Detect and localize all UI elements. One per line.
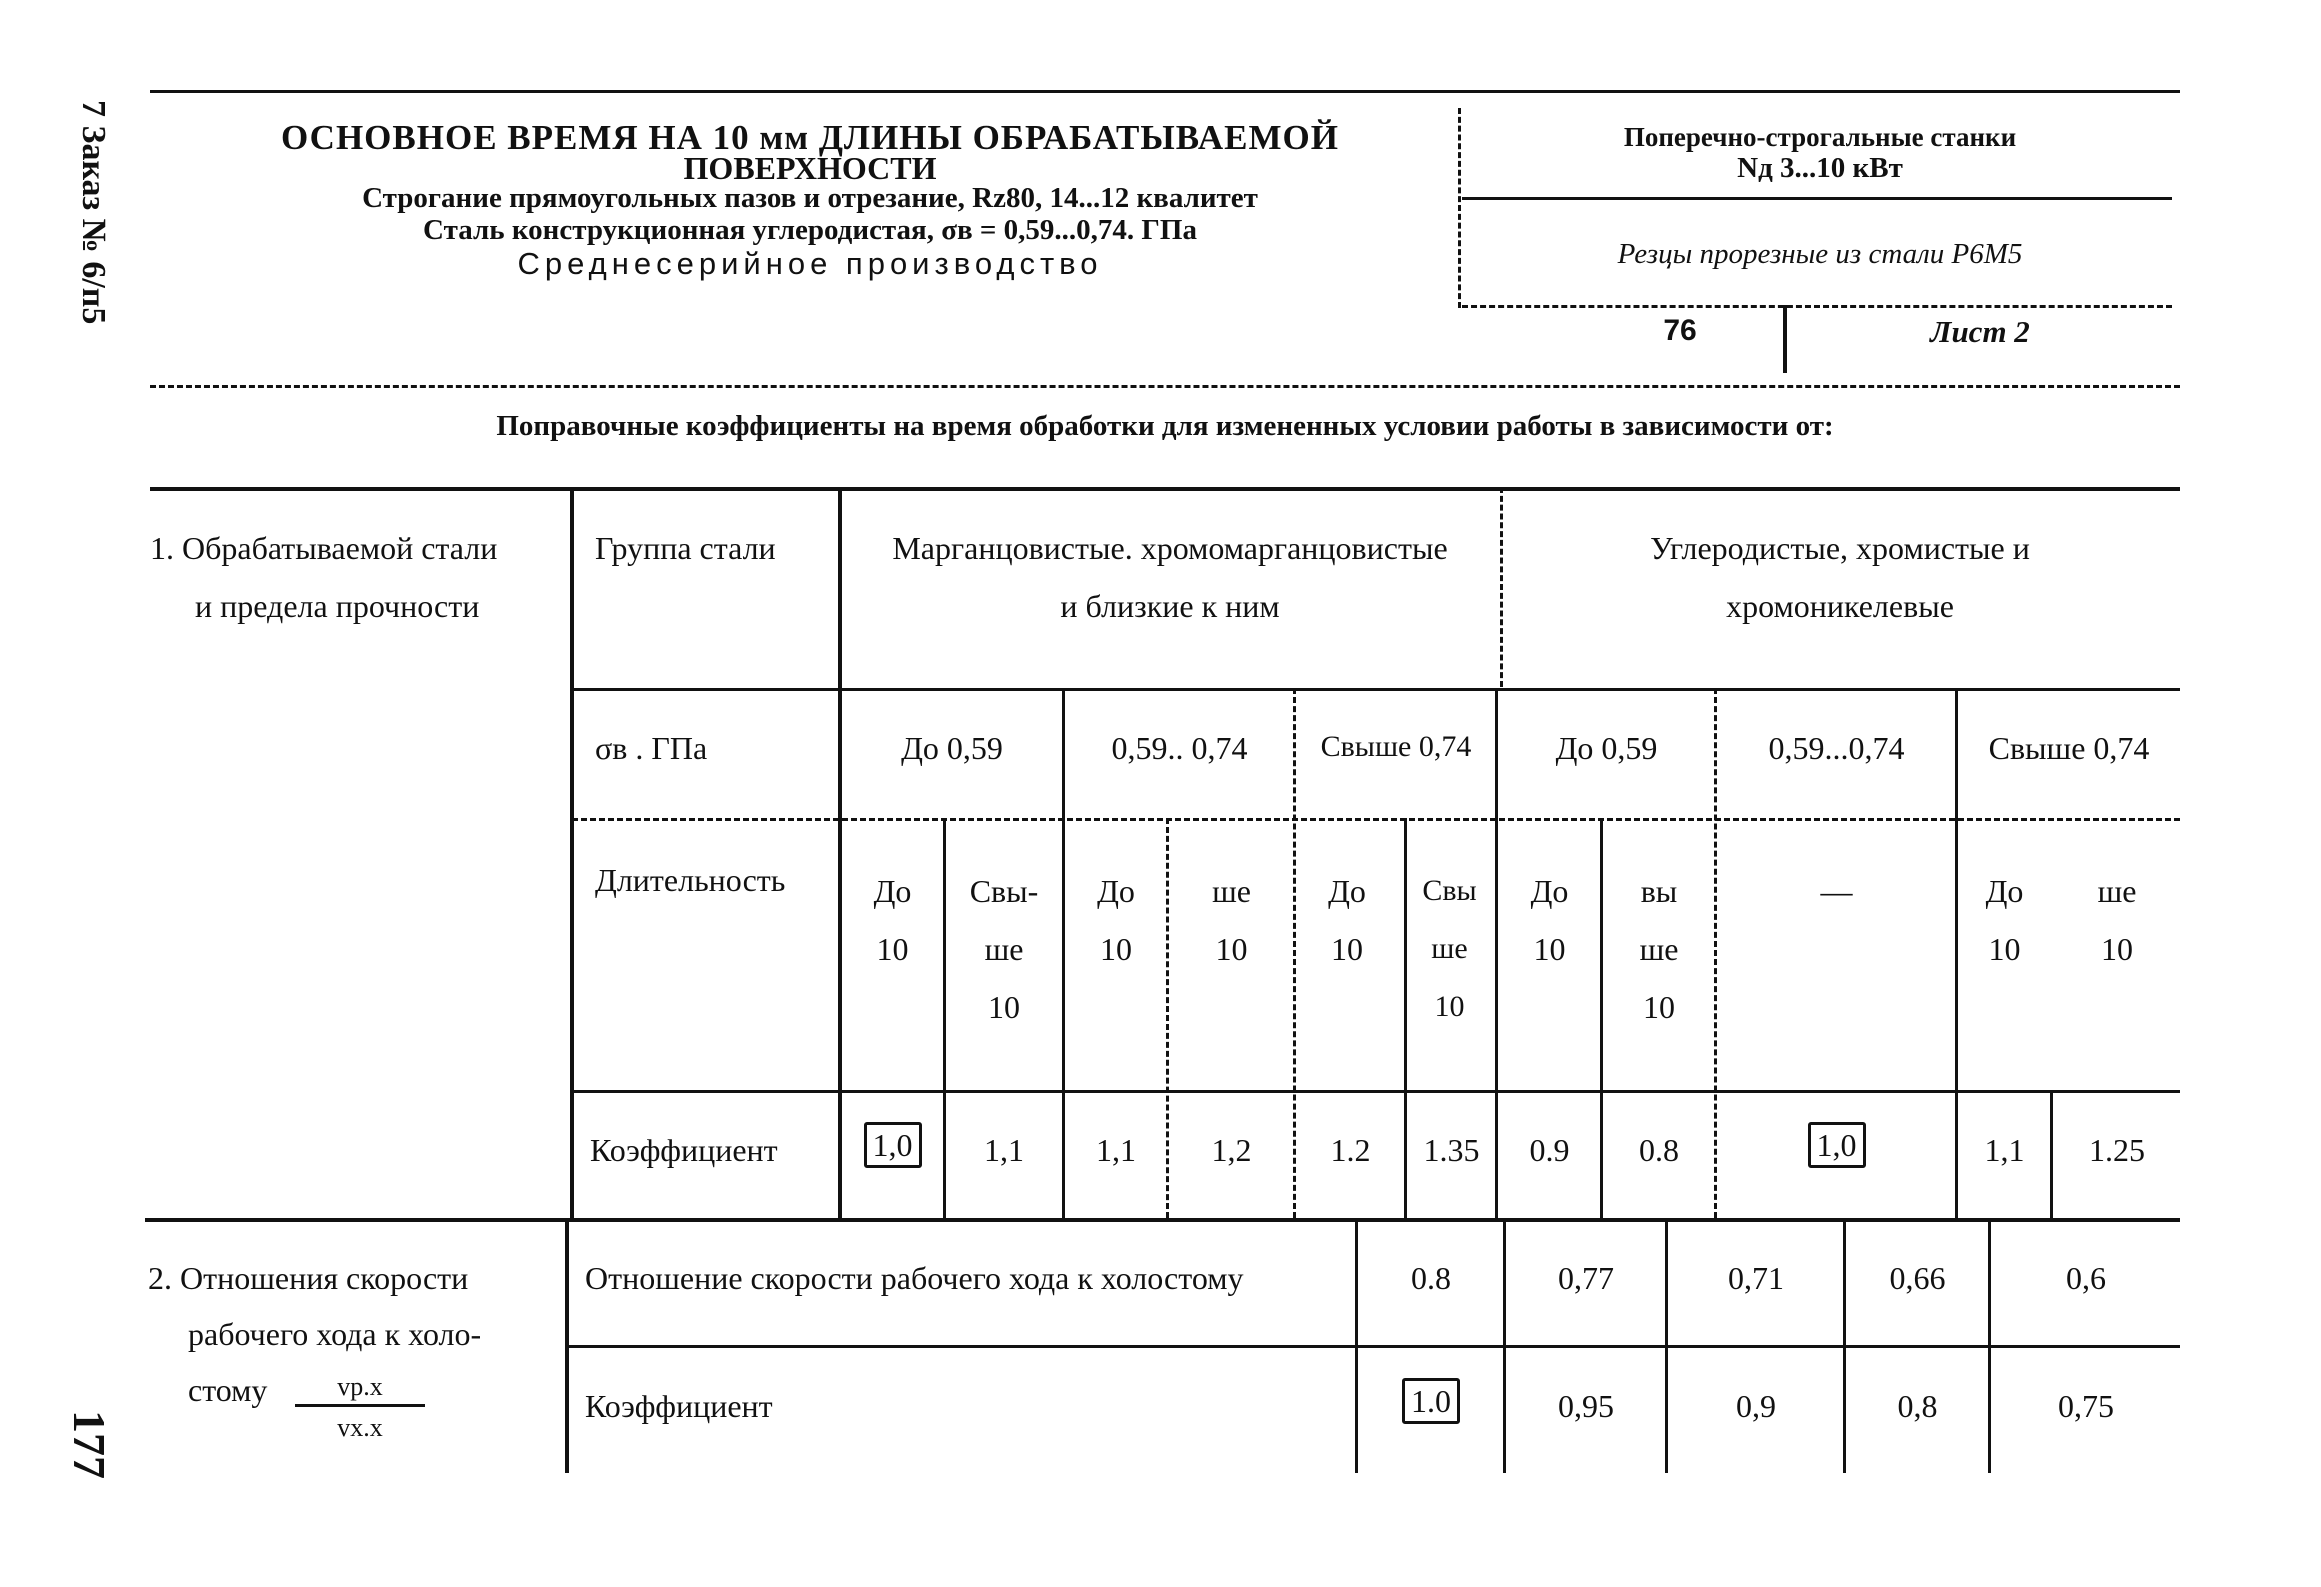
- s2-coef-value-cell: [1359, 1383, 1503, 1420]
- group-a-line2: и близкие к ним: [1060, 588, 1280, 624]
- duration-line: До: [1097, 873, 1135, 909]
- tool-description: Резцы прорезные из стали Р6М5: [1617, 238, 2023, 270]
- table-top-rule: [150, 487, 2180, 491]
- sigma-value: Свыше 0,74: [1320, 730, 1472, 763]
- section2-label-text: 2. Отношения скорости: [148, 1260, 469, 1296]
- s2-col-rule-4: [1843, 1218, 1846, 1473]
- coef-value: 1.2: [1330, 1132, 1371, 1168]
- sigma-label: σв . ГПа: [595, 730, 708, 766]
- duration-line: 10: [988, 989, 1020, 1025]
- duration-line: 10: [1100, 931, 1132, 967]
- duration-line: ше: [2097, 873, 2137, 909]
- group-label: Группа стали: [595, 530, 776, 566]
- duration-cell: [1959, 862, 2050, 978]
- ratio-value: 0,71: [1728, 1260, 1784, 1296]
- duration-cell: [1066, 862, 1166, 978]
- coef-value: 1.25: [2089, 1132, 2145, 1168]
- header-card-divider: [1783, 305, 1787, 373]
- s2-col-rule-label: [565, 1218, 569, 1473]
- duration-line: До: [1530, 873, 1569, 909]
- section2-coef-label: Коэффициент: [585, 1388, 773, 1424]
- intro-text: Поправочные коэффициенты на время обработки для измененных условии работы в зависимости от:: [496, 410, 1834, 442]
- duration-line: ше: [1639, 931, 1679, 967]
- duration-cell: [1170, 862, 1293, 978]
- duration-line: 10: [1331, 931, 1363, 967]
- col-rule-label: [570, 487, 574, 1220]
- col-rule-d5: [2050, 1090, 2053, 1218]
- sigma-value: 0,59.. 0,74: [1111, 730, 1248, 766]
- duration-line: 10: [1643, 989, 1675, 1025]
- fraction-numerator: vр.х: [295, 1372, 425, 1407]
- card-number: 76: [1663, 314, 1697, 347]
- duration-line: 10: [1434, 990, 1465, 1023]
- header-production: Среднесерийное производство: [517, 246, 1103, 281]
- s2-coef-value-boxed: 1.0: [1402, 1378, 1460, 1424]
- duration-line: Свы: [1422, 874, 1477, 907]
- section2-label-line1: [148, 1260, 548, 1297]
- col-rule-s4: [1714, 688, 1717, 1218]
- duration-line: 10: [1215, 931, 1248, 967]
- col-rule-s2: [1293, 688, 1296, 1218]
- fraction-denominator: vх.х: [337, 1413, 383, 1442]
- duration-line: 10: [876, 931, 909, 967]
- section1-label-line1: 1. Обрабатываемой стали: [150, 530, 498, 566]
- header-title-line1: ОСНОВНОЕ ВРЕМЯ НА 10 мм ДЛИНЫ ОБРАБАТЫВАЕМОЙ: [281, 118, 1339, 157]
- col-rule-s1: [1062, 688, 1065, 1218]
- duration-line: —: [1820, 873, 1853, 909]
- s2-coef-value: 0,95: [1558, 1388, 1614, 1424]
- ratio-value: 0.8: [1411, 1260, 1451, 1296]
- coef-value: 1,1: [1096, 1132, 1136, 1168]
- ratio-value: 0,6: [2066, 1260, 2106, 1296]
- duration-label: Длительность: [595, 862, 786, 898]
- s2-coef-value: 0,75: [2058, 1388, 2114, 1424]
- machine-line2: Nд 3...10 кВт: [1737, 152, 1903, 184]
- coef-value: 1,2: [1211, 1132, 1252, 1168]
- coef-value: 0.8: [1639, 1132, 1679, 1168]
- duration-line: Свы-: [969, 873, 1039, 909]
- col-rule-s3: [1495, 688, 1498, 1218]
- page-number: 177: [64, 1410, 115, 1479]
- group-b-line2: хромоникелевые: [1726, 588, 1954, 624]
- header-right-rule2: [1462, 305, 2172, 308]
- header-title-line2: ПОВЕРХНОСТИ: [683, 150, 937, 186]
- section-divider-rule: [145, 1218, 2180, 1222]
- row-rule-coef: [572, 1090, 2180, 1093]
- section1-label-line2: и предела прочности: [195, 588, 480, 624]
- duration-cell: [2054, 862, 2180, 978]
- sigma-value: Свыше 0,74: [1988, 730, 2150, 766]
- ratio-label: Отношение скорости рабочего хода к холостому: [585, 1260, 1244, 1296]
- group-a-line1: Марганцовистые. хромомарганцовистые: [892, 530, 1448, 566]
- duration-line: ше: [984, 931, 1024, 967]
- duration-cell: [1297, 862, 1397, 978]
- header-top-rule: [150, 90, 2180, 93]
- col-rule-d4: [1600, 818, 1603, 1218]
- duration-cell: [1499, 862, 1600, 978]
- velocity-fraction: [295, 1372, 425, 1443]
- duration-line: 10: [1988, 931, 2021, 967]
- sigma-value: 0,59...0,74: [1768, 730, 1905, 766]
- coef-value: 1.35: [1423, 1132, 1480, 1168]
- header-bottom-rule: [150, 385, 2180, 388]
- header-divider: [1458, 108, 1461, 308]
- group-b-line1: Углеродистые, хромистые и: [1650, 530, 2030, 566]
- coef-value: 1,1: [1984, 1132, 2025, 1168]
- duration-line: До: [1328, 873, 1366, 909]
- duration-cell: [842, 862, 943, 978]
- s2-col-rule-3: [1665, 1218, 1668, 1473]
- section2-label-line2: рабочего хода к холо-: [188, 1316, 482, 1352]
- coef-value-boxed: 1,0: [1808, 1122, 1866, 1168]
- duration-line: ше: [1431, 932, 1468, 965]
- col-rule-s5: [1955, 688, 1958, 1218]
- s2-col-rule-5: [1988, 1218, 1991, 1473]
- sheet-number: Лист 2: [1930, 314, 2030, 349]
- s2-coef-value: 0,8: [1897, 1388, 1938, 1424]
- sigma-value: До 0,59: [1555, 730, 1658, 766]
- row-rule-sigma: [572, 688, 2180, 691]
- duration-cell: [1604, 862, 1714, 1036]
- sigma-value: До 0,59: [901, 730, 1003, 766]
- duration-cell: [1404, 862, 1495, 1036]
- row-rule-ratio: [565, 1345, 2180, 1348]
- duration-line: вы: [1640, 873, 1678, 909]
- duration-cell: [1718, 862, 1955, 920]
- coef-value-cell: [1718, 1127, 1955, 1164]
- duration-line: До: [873, 873, 912, 909]
- duration-line: 10: [2101, 931, 2133, 967]
- header-subtitle2: Сталь конструкционная углеродистая, σв = 0,59...0,74. ГПа: [423, 214, 1197, 246]
- col-rule-d2: [1166, 818, 1169, 1218]
- s2-coef-value: 0,9: [1736, 1388, 1776, 1424]
- s2-col-rule-1: [1355, 1218, 1358, 1473]
- duration-line: ше: [1212, 873, 1251, 909]
- coef-value-boxed: 1,0: [864, 1122, 922, 1168]
- machine-line1: Поперечно-строгальные станки: [1623, 122, 2017, 152]
- ratio-value: 0,66: [1889, 1260, 1946, 1296]
- duration-line: 10: [1533, 931, 1566, 967]
- order-note: 7 Заказ № 6/п5: [75, 100, 112, 325]
- coef-value: 0.9: [1529, 1132, 1570, 1168]
- col-rule-group: [838, 487, 842, 1220]
- coef-value-cell: [842, 1127, 943, 1164]
- header-subtitle1: Строгание прямоугольных пазов и отрезание, Rz80, 14...12 квалитет: [362, 182, 1258, 214]
- section2-label-line3: стому: [188, 1372, 268, 1408]
- duration-cell: [946, 862, 1062, 1036]
- ratio-value: 0,77: [1558, 1260, 1614, 1296]
- duration-line: До: [1985, 873, 2024, 909]
- row-rule-duration: [572, 818, 2180, 821]
- header-right-rule1: [1462, 197, 2172, 200]
- coef-value: 1,1: [984, 1132, 1024, 1168]
- coef-label: Коэффициент: [590, 1132, 778, 1168]
- col-rule-groupsplit: [1500, 487, 1503, 687]
- s2-col-rule-2: [1503, 1218, 1506, 1473]
